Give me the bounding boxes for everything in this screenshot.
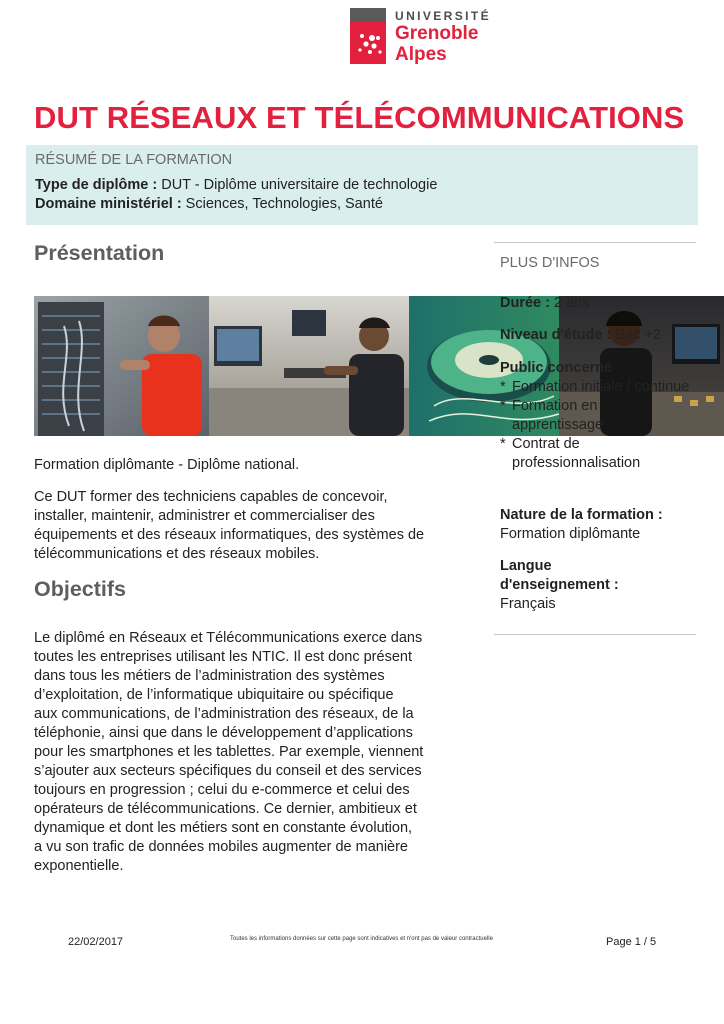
language-label-2: d'enseignement : — [500, 577, 619, 593]
university-logo — [350, 8, 525, 66]
footer-disclaimer: Toutes les informations données sur cette page sont indicatives et n'ont pas de valeur contractuelle — [230, 936, 493, 942]
study-level-value: Bac +2 — [611, 327, 661, 343]
page-number: Page 1 / 5 — [606, 936, 657, 948]
study-level-line — [500, 326, 661, 345]
diploma-type-value: DUT - Diplôme universitaire de technologie — [157, 177, 438, 193]
language-section — [500, 557, 619, 614]
objectifs-heading: Objectifs — [34, 577, 126, 601]
objectifs-line: Le diplômé en Réseaux et Télécommunications exerce dans — [34, 630, 423, 646]
objectifs-line: toujours en progression ; celui du e-commerce et celui des — [34, 782, 410, 798]
public-label: Public concerné — [500, 360, 613, 376]
objectifs-line: aux communications, de l’administration des réseaux, de la — [34, 706, 414, 722]
nature-section — [500, 506, 663, 544]
language-label-1: Langue — [500, 558, 552, 574]
ministerial-domain-label: Domaine ministériel : — [35, 196, 182, 212]
diploma-type-line — [35, 176, 698, 195]
objectifs-line: dans tous les métiers de l’administration des systèmes — [34, 668, 385, 684]
objectifs-line: toutes les entreprises utilisant les NTIC. Il est donc présent — [34, 649, 412, 665]
presentation-heading: Présentation — [34, 241, 165, 265]
objectifs-line: pour les smartphones et les tablettes. Par exemple, viennent — [34, 744, 424, 760]
summary-heading: RÉSUMÉ DE LA FORMATION — [35, 152, 233, 168]
presentation-line: Ce DUT former des techniciens capables de concevoir, — [34, 489, 388, 505]
summary-box — [26, 145, 698, 225]
logo-emblem-icon — [350, 8, 386, 64]
sidebar-bottom-rule — [494, 634, 696, 635]
presentation-line: télécommunications et des réseaux mobiles. — [34, 546, 320, 562]
footer-date: 22/02/2017 — [68, 936, 124, 948]
logo-text-alpes: Alpes — [395, 44, 447, 65]
sidebar-heading: PLUS D'INFOS — [500, 255, 600, 271]
diploma-type-label: Type de diplôme : — [35, 177, 158, 193]
objectifs-text — [34, 629, 423, 876]
objectifs-line: téléphonie, ainsi que dans le développement d’applications — [34, 725, 413, 741]
duration-label: Durée : — [500, 295, 550, 311]
list-item: * Formation en apprentissage — [500, 397, 690, 435]
study-level-label: Niveau d'étude : — [500, 327, 612, 343]
objectifs-line: dynamique et dont les métiers sont en constante évolution, — [34, 820, 413, 836]
objectifs-line: a vu son trafic de données mobiles augmenter de manière — [34, 839, 408, 855]
objectifs-line: s’ajouter aux secteurs spécifiques du conseil et des services — [34, 763, 422, 779]
duration-line — [500, 294, 589, 313]
list-item: * Contrat de professionnalisation — [500, 435, 690, 473]
language-value: Français — [500, 596, 556, 612]
nature-value: Formation diplômante — [500, 526, 641, 542]
list-item: * Formation initiale / continue — [500, 378, 690, 397]
presentation-intro: Formation diplômante - Diplôme national. — [34, 457, 300, 473]
presentation-line: équipements et des réseaux informatiques, des systèmes de — [34, 527, 425, 543]
public-list — [500, 378, 690, 473]
presentation-description — [34, 488, 424, 564]
page-title: DUT RÉSEAUX ET TÉLÉCOMMUNICATIONS — [34, 100, 685, 135]
ministerial-domain-line — [35, 195, 698, 214]
nature-label: Nature de la formation : — [500, 507, 663, 523]
objectifs-line: opérateurs de télécommunications. Ce dernier, ambitieux et — [34, 801, 417, 817]
objectifs-line: d’exploitation, de l’informatique ubiquitaire ou spécifique — [34, 687, 394, 703]
public-section — [500, 359, 690, 473]
sidebar-top-rule — [494, 242, 696, 243]
duration-value: 2 ans — [549, 295, 590, 311]
objectifs-line: exponentielle. — [34, 858, 124, 874]
logo-text-universite: UNIVERSITÉ — [395, 9, 492, 23]
ministerial-domain-value: Sciences, Technologies, Santé — [181, 196, 383, 212]
presentation-line: installer, maintenir, administrer et commercialiser des — [34, 508, 375, 524]
logo-text-grenoble: Grenoble — [395, 23, 479, 44]
